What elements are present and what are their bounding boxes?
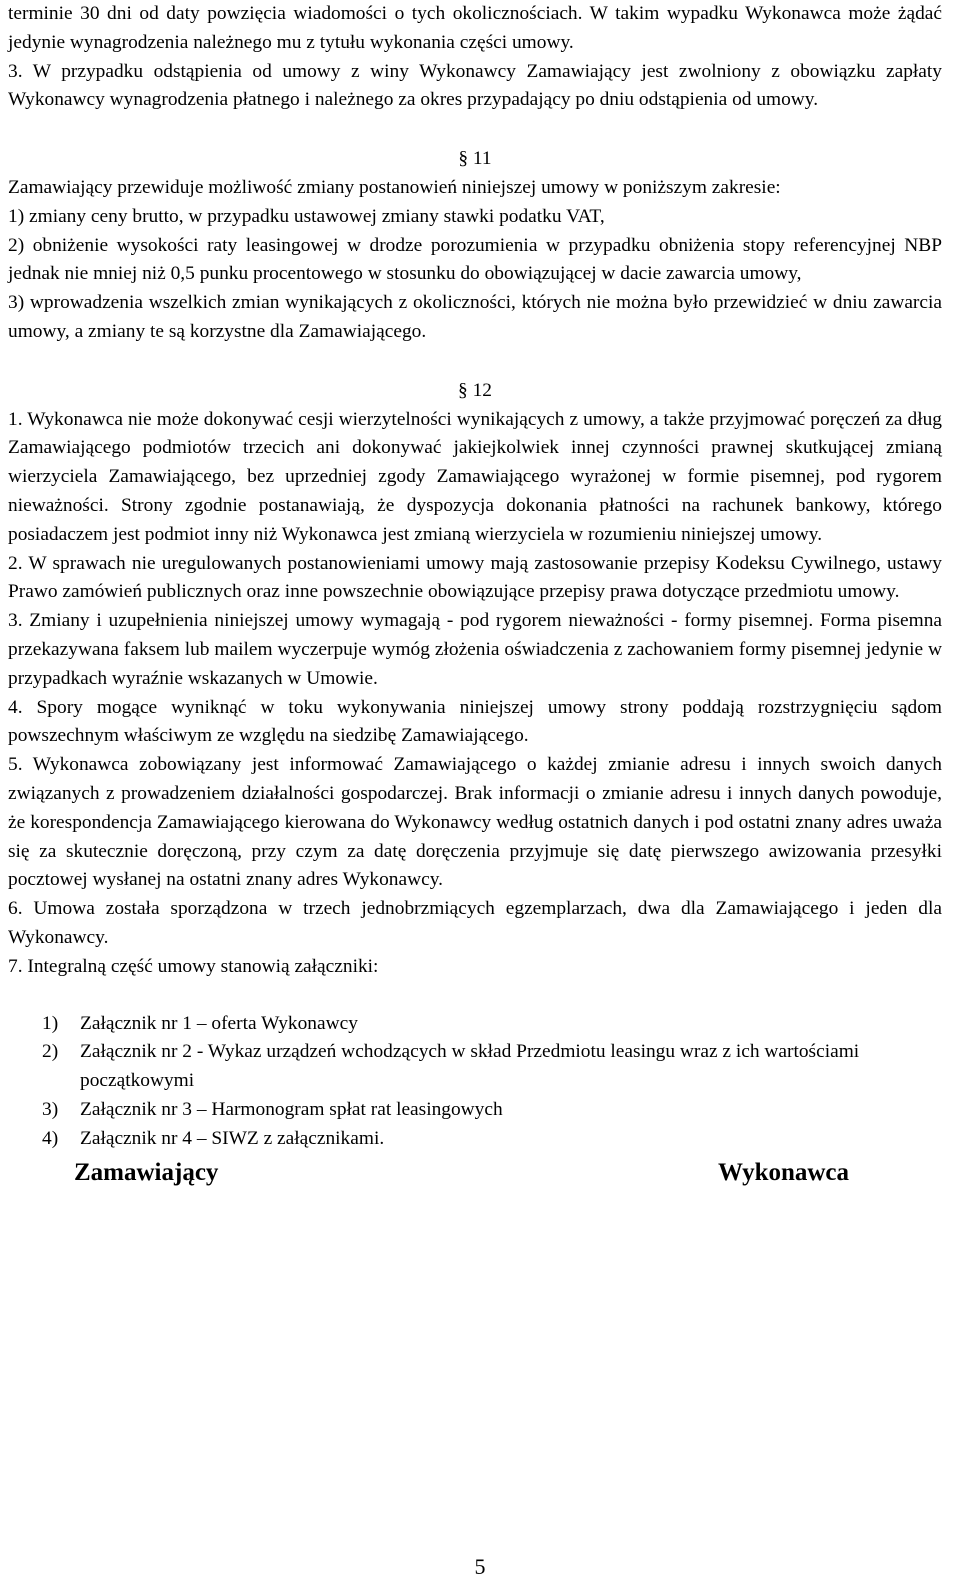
- attachment-number: 2): [42, 1041, 59, 1063]
- attachment-text: Załącznik nr 2 - Wykaz urządzeń wchodzących w skład Przedmiotu leasingu wraz z ich wartościami początkowymi: [80, 1041, 860, 1092]
- signature-block: [8, 1157, 942, 1197]
- paragraph-3: 3. W przypadku odstąpienia od umowy z winy Wykonawcy Zamawiający jest zwolniony z obowiązku zapłaty Wykonawcy wynagrodzenia płatnego i należnego za okres przypadający po dniu odstąpienia od umowy.: [8, 60, 942, 111]
- section-11-item-1: 1) zmiany ceny brutto, w przypadku ustawowej zmiany stawki podatku VAT,: [8, 205, 605, 227]
- section-11-heading: § 11: [458, 148, 492, 170]
- attachment-text: Załącznik nr 3 – Harmonogram spłat rat leasingowych: [80, 1098, 503, 1120]
- section-12-item-5: 5. Wykonawca zobowiązany jest informować Zamawiającego o każdej zmianie adresu i innych swoich danych związanych z prowadzeniem działalności gospodarczej. Brak informacji o zmianie adresu i innych danych powoduje, że korespondencja Zamawiającego kierowana do Wykonawcy według ostatnich danych i pod ostatni znany adres uważa się za skutecznie doręczoną, przy czym za datę doręczenia przyjmuje się datę pierwszego awizowania przesyłki pocztowej wysłanej na ostatni znany adres Wykonawcy.: [8, 754, 942, 891]
- attachment-number: 4): [42, 1127, 59, 1149]
- attachment-item: [8, 1096, 942, 1125]
- section-12-item-1: 1. Wykonawca nie może dokonywać cesji wierzytelności wynikających z umowy, a także przyjmować poręczeń za dług Zamawiającego podmiotów trzecich ani dokonywać jakiejkolwiek innej czynności prawnej skutkującej zmianą wierzyciela Zamawiającego, bez uprzedniej zgody Zamawiającego wyrażonej w formie pisemnej, pod rygorem nieważności. Strony zgodnie postanawiają, że dyspozycja dokonania płatności na rachunek bankowy, którego posiadaczem jest podmiot inny niż Wykonawca jest zmianą wierzyciela w rozumieniu niniejszej umowy.: [8, 408, 942, 545]
- section-11-intro: Zamawiający przewiduje możliwość zmiany postanowień niniejszej umowy w poniższym zakresie:: [8, 176, 781, 198]
- section-12-item-4: 4. Spory mogące wyniknąć w toku wykonywania niniejszej umowy strony poddają rozstrzygnięciu sądom powszechnym właściwym ze względu na siedzibę Zamawiającego.: [8, 696, 942, 747]
- attachment-item: [8, 1125, 942, 1154]
- section-12-item-6: 6. Umowa została sporządzona w trzech jednobrzmiących egzemplarzach, dwa dla Zamawiającego i jeden dla Wykonawcy.: [8, 898, 942, 948]
- attachment-item: [8, 1038, 942, 1096]
- attachments-list: [8, 1010, 942, 1154]
- signature-zamawiajacy: Zamawiający: [74, 1159, 219, 1187]
- section-12-item-3: 3. Zmiany i uzupełnienia niniejszej umowy wymagają - pod rygorem nieważności - formy pisemnej. Forma pisemna przekazywana faksem lub mailem wyczerpuje wymóg złożenia oświadczenia z zachowaniem formy pisemnej jedynie w przypadkach wyraźnie wskazanych w Umowie.: [8, 610, 942, 689]
- section-12-item-7: 7. Integralną część umowy stanowią załączniki:: [8, 955, 379, 977]
- section-12-item-2: 2. W sprawach nie uregulowanych postanowieniami umowy mają zastosowanie przepisy Kodeksu Cywilnego, ustawy Prawo zamówień publicznych oraz inne powszechnie obowiązujące przepisy prawa dotyczące przedmiotu umowy.: [8, 552, 942, 603]
- attachment-number: 3): [42, 1098, 59, 1120]
- attachment-number: 1): [42, 1012, 59, 1034]
- signature-wykonawca: Wykonawca: [718, 1159, 850, 1187]
- section-11-item-2: 2) obniżenie wysokości raty leasingowej w drodze porozumienia w przypadku obniżenia stopy referencyjnej NBP jednak nie mniej niż 0,5 punku procentowego w stosunku do obowiązującej w dacie zawarcia umowy,: [8, 234, 942, 285]
- document-page: [8, 0, 942, 1197]
- attachment-item: [8, 1010, 942, 1039]
- attachment-text: Załącznik nr 4 – SIWZ z załącznikami.: [80, 1127, 385, 1149]
- section-12-heading: § 12: [458, 379, 492, 401]
- page-number: 5: [474, 1554, 486, 1579]
- section-11-item-3: 3) wprowadzenia wszelkich zmian wynikających z okoliczności, których nie można było przewidzieć w dniu zawarcia umowy, a zmiany te są korzystne dla Zamawiającego.: [8, 292, 942, 342]
- attachment-text: Załącznik nr 1 – oferta Wykonawcy: [80, 1012, 358, 1034]
- intro-paragraph: terminie 30 dni od daty powzięcia wiadomości o tych okolicznościach. W takim wypadku Wykonawca może żądać jedynie wynagrodzenia należnego mu z tytułu wykonania części umowy.: [8, 3, 942, 53]
